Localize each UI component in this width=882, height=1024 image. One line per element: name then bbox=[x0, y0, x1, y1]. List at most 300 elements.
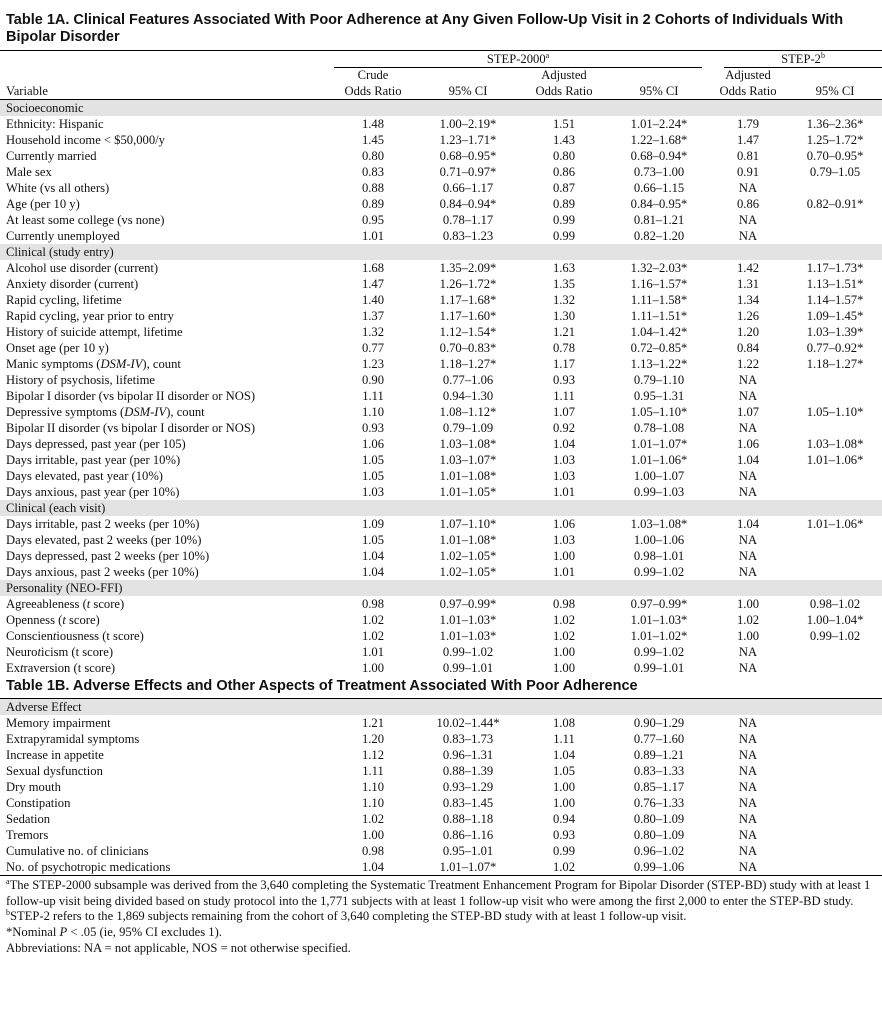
step2-adjusted-or-cell: 1.07 bbox=[737, 405, 760, 419]
group-step2-label: STEP-2 bbox=[781, 52, 821, 66]
step2-ci-cell: 0.99–1.02 bbox=[809, 629, 861, 643]
crude-or-cell: 1.09 bbox=[361, 517, 385, 531]
adjusted-or-cell: 1.02 bbox=[552, 860, 576, 874]
table-row bbox=[0, 564, 882, 580]
ci-cell: 0.80–1.09 bbox=[633, 828, 685, 842]
step2-ci-cell: 1.05–1.10* bbox=[806, 405, 864, 419]
ci-cell: 1.03–1.08* bbox=[439, 437, 497, 451]
ci-cell: 1.08–1.12* bbox=[439, 405, 497, 419]
variable-cell: Sexual dysfunction bbox=[6, 764, 103, 778]
crude-or-cell: 1.10 bbox=[361, 405, 385, 419]
ci-cell: 1.03–1.07* bbox=[439, 453, 497, 467]
adjusted-or-cell: 1.11 bbox=[553, 389, 575, 403]
step2-adjusted-or-cell: 1.00 bbox=[737, 629, 760, 643]
crude-or-cell: 1.40 bbox=[361, 293, 385, 307]
step2-adjusted-or-cell: NA bbox=[738, 421, 758, 435]
step2-adjusted-or-cell: NA bbox=[738, 469, 758, 483]
step2-ci-cell: 1.25–1.72* bbox=[806, 133, 864, 147]
table-row bbox=[0, 148, 882, 164]
step2-ci-cell bbox=[788, 228, 882, 244]
adjusted-or-cell: 1.01 bbox=[552, 565, 576, 579]
ci-cell: 0.82–1.20 bbox=[633, 229, 685, 243]
step2-adjusted-or-cell: 1.34 bbox=[737, 293, 760, 307]
crude-or-cell: 1.06 bbox=[361, 437, 385, 451]
crude-or-cell: 1.02 bbox=[361, 629, 385, 643]
adjusted-or-cell: 0.92 bbox=[552, 421, 576, 435]
step2-adjusted-or-cell: NA bbox=[738, 716, 758, 730]
variable-cell: Bipolar I disorder (vs bipolar II disorder or NOS) bbox=[6, 389, 256, 403]
table-row bbox=[0, 212, 882, 228]
step2-adjusted-or-cell: 1.02 bbox=[737, 613, 760, 627]
adjusted-or-cell: 1.35 bbox=[552, 277, 576, 291]
crude-or-cell: 0.89 bbox=[361, 197, 385, 211]
crude-or-cell: 1.21 bbox=[361, 716, 385, 730]
ci-cell: 1.01–1.06* bbox=[630, 453, 688, 467]
ci-cell: 0.97–0.99* bbox=[630, 597, 688, 611]
step2-adjusted-or-cell: NA bbox=[738, 780, 758, 794]
adjusted-or-cell: 0.80 bbox=[552, 149, 576, 163]
variable-cell: Currently unemployed bbox=[6, 229, 120, 243]
ci-cell: 1.11–1.51* bbox=[630, 309, 688, 323]
table-row bbox=[0, 660, 882, 676]
adjusted-or-cell: 0.78 bbox=[552, 341, 576, 355]
ci-cell: 0.99–1.06 bbox=[633, 860, 685, 874]
step2-adjusted-or-cell: NA bbox=[738, 844, 758, 858]
ci-cell: 1.00–2.19* bbox=[439, 117, 497, 131]
variable-cell: History of psychosis, lifetime bbox=[6, 373, 156, 387]
table-1b bbox=[0, 699, 882, 875]
table-1a bbox=[0, 51, 882, 676]
step2-ci-cell: 1.03–1.08* bbox=[806, 437, 864, 451]
step2-adjusted-or-cell: NA bbox=[738, 764, 758, 778]
ci-cell: 0.72–0.85* bbox=[630, 341, 688, 355]
column-header-adjusted-line2: Odds Ratio bbox=[719, 83, 777, 98]
table-row bbox=[0, 436, 882, 452]
table-row bbox=[0, 420, 882, 436]
section-header: Socioeconomic bbox=[0, 100, 882, 117]
adjusted-or-cell: 0.94 bbox=[552, 812, 576, 826]
column-header-crude-line1: Crude bbox=[357, 68, 389, 82]
footnote-a bbox=[6, 878, 876, 909]
section-header-row bbox=[0, 580, 882, 596]
ci-cell: 1.02–1.05* bbox=[439, 565, 497, 579]
adjusted-or-cell: 1.11 bbox=[553, 732, 575, 746]
step2-ci-cell: 0.77–0.92* bbox=[806, 341, 864, 355]
variable-cell: Alcohol use disorder (current) bbox=[6, 261, 159, 275]
step2-adjusted-or-cell: 1.00 bbox=[737, 597, 760, 611]
step2-adjusted-or-cell: NA bbox=[738, 565, 758, 579]
adjusted-or-cell: 0.99 bbox=[552, 844, 576, 858]
ci-cell: 0.99–1.03 bbox=[633, 485, 685, 499]
column-header-adjusted-line2: Odds Ratio bbox=[535, 83, 593, 98]
table-row bbox=[0, 747, 882, 763]
section-header: Adverse Effect bbox=[0, 699, 882, 715]
adjusted-or-cell: 1.06 bbox=[552, 517, 576, 531]
step2-ci-cell: 1.18–1.27* bbox=[806, 357, 864, 371]
ci-cell: 0.70–0.83* bbox=[439, 341, 497, 355]
footnote-b bbox=[6, 909, 876, 925]
footnote-b-mark: b bbox=[6, 908, 10, 918]
adjusted-or-cell: 1.02 bbox=[552, 613, 576, 627]
step2-ci-cell: 0.70–0.95* bbox=[806, 149, 864, 163]
adjusted-or-cell: 1.63 bbox=[552, 261, 576, 275]
ci-cell: 0.80–1.09 bbox=[633, 812, 685, 826]
step2-adjusted-or-cell: NA bbox=[738, 373, 758, 387]
step2-ci-cell bbox=[788, 180, 882, 196]
ci-cell: 0.83–1.73 bbox=[442, 732, 494, 746]
step2-adjusted-or-cell: 1.47 bbox=[737, 133, 760, 147]
step2-ci-cell bbox=[788, 372, 882, 388]
crude-or-cell: 1.45 bbox=[361, 133, 385, 147]
ci-cell: 0.96–1.31 bbox=[442, 748, 494, 762]
step2-adjusted-or-cell: NA bbox=[738, 533, 758, 547]
step2-ci-cell bbox=[788, 564, 882, 580]
variable-cell: Currently married bbox=[6, 149, 97, 163]
table-row bbox=[0, 763, 882, 779]
table-row bbox=[0, 404, 882, 420]
group-step2 bbox=[708, 51, 882, 68]
adjusted-or-cell: 1.00 bbox=[552, 661, 576, 675]
table-row bbox=[0, 180, 882, 196]
ci-cell: 0.89–1.21 bbox=[633, 748, 685, 762]
ci-cell: 0.68–0.94* bbox=[630, 149, 688, 163]
table-row bbox=[0, 468, 882, 484]
variable-cell: Days irritable, past year (per 10%) bbox=[6, 453, 181, 467]
crude-or-cell: 1.37 bbox=[361, 309, 385, 323]
step2-adjusted-or-cell: NA bbox=[738, 645, 758, 659]
step2-adjusted-or-cell: 1.42 bbox=[737, 261, 760, 275]
adjusted-or-cell: 1.03 bbox=[552, 533, 576, 547]
adjusted-or-cell: 0.93 bbox=[552, 828, 576, 842]
adjusted-or-cell: 0.99 bbox=[552, 213, 576, 227]
step2-adjusted-or-cell: NA bbox=[738, 732, 758, 746]
table-row bbox=[0, 843, 882, 859]
step2-adjusted-or-cell: NA bbox=[738, 213, 758, 227]
crude-or-cell: 1.10 bbox=[361, 796, 385, 810]
ci-cell: 0.99–1.02 bbox=[442, 645, 494, 659]
ci-cell: 0.83–1.23 bbox=[442, 229, 494, 243]
ci-cell: 0.78–1.08 bbox=[633, 421, 685, 435]
step2-adjusted-or-cell: NA bbox=[738, 796, 758, 810]
step2-ci-cell bbox=[788, 420, 882, 436]
table-row bbox=[0, 452, 882, 468]
crude-or-cell: 1.01 bbox=[361, 645, 385, 659]
variable-cell: Cumulative no. of clinicians bbox=[6, 844, 149, 858]
table-row bbox=[0, 308, 882, 324]
adjusted-or-cell: 0.86 bbox=[552, 165, 576, 179]
variable-cell: No. of psychotropic medications bbox=[6, 860, 171, 874]
crude-or-cell: 1.00 bbox=[361, 661, 385, 675]
ci-cell: 0.76–1.33 bbox=[633, 796, 685, 810]
crude-or-cell: 0.98 bbox=[361, 844, 385, 858]
ci-cell: 0.88–1.18 bbox=[442, 812, 494, 826]
ci-cell: 1.01–1.08* bbox=[439, 533, 497, 547]
table-row bbox=[0, 164, 882, 180]
step2-ci-cell bbox=[788, 532, 882, 548]
step2-adjusted-or-cell: NA bbox=[738, 181, 758, 195]
step2-adjusted-or-cell: 1.04 bbox=[737, 453, 760, 467]
table-row bbox=[0, 132, 882, 148]
column-header-ci-1: 95% CI bbox=[418, 68, 518, 100]
table-1b-title: Table 1B. Adverse Effects and Other Aspects of Treatment Associated With Poor Adherence bbox=[6, 678, 638, 694]
step2-adjusted-or-cell: 1.26 bbox=[737, 309, 760, 323]
variable-cell: Dry mouth bbox=[6, 780, 61, 794]
ci-cell: 1.01–1.07* bbox=[439, 860, 497, 874]
crude-or-cell: 1.10 bbox=[361, 780, 385, 794]
footnote-star-suffix: < .05 (ie, 95% CI excludes 1). bbox=[67, 925, 222, 940]
ci-cell: 1.23–1.71* bbox=[439, 133, 497, 147]
adjusted-or-cell: 1.04 bbox=[552, 437, 576, 451]
adjusted-or-cell: 1.21 bbox=[552, 325, 576, 339]
crude-or-cell: 0.88 bbox=[361, 181, 385, 195]
variable-cell: Agreeableness (t score) bbox=[6, 597, 125, 611]
step2-ci-cell: 1.01–1.06* bbox=[806, 453, 864, 467]
ci-cell: 1.32–2.03* bbox=[630, 261, 688, 275]
crude-or-cell: 1.04 bbox=[361, 565, 385, 579]
ci-cell: 0.98–1.01 bbox=[633, 549, 685, 563]
table-row bbox=[0, 292, 882, 308]
variable-cell: Bipolar II disorder (vs bipolar I disorder or NOS) bbox=[6, 421, 256, 435]
crude-or-cell: 1.23 bbox=[361, 357, 385, 371]
crude-or-cell: 1.11 bbox=[362, 389, 384, 403]
ci-cell: 0.90–1.29 bbox=[633, 716, 685, 730]
table-row bbox=[0, 596, 882, 612]
table-row bbox=[0, 372, 882, 388]
variable-cell: Ethnicity: Hispanic bbox=[6, 117, 104, 131]
ci-cell: 0.77–1.60 bbox=[633, 732, 685, 746]
section-header: Clinical (each visit) bbox=[0, 500, 882, 516]
step2-ci-cell: 0.82–0.91* bbox=[806, 197, 864, 211]
footnote-abbreviations: Abbreviations: NA = not applicable, NOS = not otherwise specified. bbox=[6, 940, 351, 955]
crude-or-cell: 1.05 bbox=[361, 453, 385, 467]
ci-cell: 0.78–1.17 bbox=[442, 213, 494, 227]
crude-or-cell: 1.47 bbox=[361, 277, 385, 291]
ci-cell: 1.01–1.03* bbox=[439, 613, 497, 627]
variable-cell: Days depressed, past year (per 105) bbox=[6, 437, 186, 451]
table-row bbox=[0, 260, 882, 276]
crude-or-cell: 1.11 bbox=[362, 764, 384, 778]
table-row bbox=[0, 779, 882, 795]
step2-ci-cell bbox=[788, 715, 882, 731]
ci-cell: 0.79–1.10 bbox=[633, 373, 685, 387]
variable-cell: At least some college (vs none) bbox=[6, 213, 165, 227]
column-header-ci-3: 95% CI bbox=[788, 68, 882, 100]
adjusted-or-cell: 1.00 bbox=[552, 796, 576, 810]
variable-cell: Male sex bbox=[6, 165, 52, 179]
variable-cell: Age (per 10 y) bbox=[6, 197, 80, 211]
variable-cell: Onset age (per 10 y) bbox=[6, 341, 109, 355]
crude-or-cell: 1.04 bbox=[361, 549, 385, 563]
table-1a-title bbox=[0, 12, 882, 46]
ci-cell: 0.66–1.15 bbox=[633, 181, 685, 195]
step2-ci-cell bbox=[788, 811, 882, 827]
step2-ci-cell: 1.13–1.51* bbox=[806, 277, 864, 291]
ci-cell: 1.01–1.07* bbox=[630, 437, 688, 451]
step2-adjusted-or-cell: NA bbox=[738, 661, 758, 675]
ci-cell: 1.01–1.05* bbox=[439, 485, 497, 499]
step2-ci-cell: 0.79–1.05 bbox=[809, 165, 861, 179]
step2-adjusted-or-cell: NA bbox=[738, 485, 758, 499]
table-row bbox=[0, 827, 882, 843]
step2-ci-cell: 1.01–1.06* bbox=[806, 517, 864, 531]
step2-ci-cell bbox=[788, 843, 882, 859]
adjusted-or-cell: 1.43 bbox=[552, 133, 576, 147]
table-row bbox=[0, 644, 882, 660]
adjusted-or-cell: 1.00 bbox=[552, 780, 576, 794]
ci-cell: 0.96–1.02 bbox=[633, 844, 685, 858]
adjusted-or-cell: 1.05 bbox=[552, 764, 576, 778]
step2-adjusted-or-cell: NA bbox=[738, 860, 758, 874]
variable-cell: Extraversion (t score) bbox=[6, 661, 116, 675]
crude-or-cell: 1.00 bbox=[361, 828, 385, 842]
section-header-row bbox=[0, 100, 882, 117]
variable-cell: History of suicide attempt, lifetime bbox=[6, 325, 183, 339]
crude-or-cell: 1.02 bbox=[361, 812, 385, 826]
ci-cell: 1.07–1.10* bbox=[439, 517, 497, 531]
step2-ci-cell: 1.09–1.45* bbox=[806, 309, 864, 323]
crude-or-cell: 0.77 bbox=[361, 341, 385, 355]
ci-cell: 1.02–1.05* bbox=[439, 549, 497, 563]
ci-cell: 0.86–1.16 bbox=[442, 828, 494, 842]
variable-cell: Days depressed, past 2 weeks (per 10%) bbox=[6, 549, 210, 563]
table-row bbox=[0, 532, 882, 548]
ci-cell: 1.17–1.60* bbox=[439, 309, 497, 323]
step2-adjusted-or-cell: NA bbox=[738, 828, 758, 842]
crude-or-cell: 1.68 bbox=[361, 261, 385, 275]
adjusted-or-cell: 0.93 bbox=[552, 373, 576, 387]
footnote-b-text: STEP-2 refers to the 1,869 subjects remaining from the cohort of 3,640 completing the STEP-BD study with at least 1 follow-up visit. bbox=[10, 909, 687, 924]
footnote-a-mark: a bbox=[6, 876, 10, 886]
table-row bbox=[0, 276, 882, 292]
step2-ci-cell bbox=[788, 795, 882, 811]
variable-cell: Neuroticism (t score) bbox=[6, 645, 114, 659]
step2-adjusted-or-cell: NA bbox=[738, 549, 758, 563]
crude-or-cell: 1.03 bbox=[361, 485, 385, 499]
variable-cell: Rapid cycling, year prior to entry bbox=[6, 309, 174, 323]
ci-cell: 0.83–1.33 bbox=[633, 764, 685, 778]
variable-cell: Tremors bbox=[6, 828, 49, 842]
ci-cell: 0.79–1.09 bbox=[442, 421, 494, 435]
adjusted-or-cell: 0.87 bbox=[552, 181, 576, 195]
ci-cell: 1.12–1.54* bbox=[439, 325, 497, 339]
adjusted-or-cell: 1.32 bbox=[552, 293, 576, 307]
ci-cell: 1.18–1.27* bbox=[439, 357, 497, 371]
group-step2000 bbox=[328, 51, 708, 68]
crude-or-cell: 0.83 bbox=[361, 165, 385, 179]
table-row bbox=[0, 811, 882, 827]
step2-ci-cell: 0.98–1.02 bbox=[809, 597, 861, 611]
column-header-variable: Variable bbox=[0, 68, 328, 100]
variable-cell: Openness (t score) bbox=[6, 613, 100, 627]
step2-adjusted-or-cell: NA bbox=[738, 229, 758, 243]
ci-cell: 0.66–1.17 bbox=[442, 181, 494, 195]
step2-adjusted-or-cell: 1.06 bbox=[737, 437, 760, 451]
step2-adjusted-or-cell: 1.04 bbox=[737, 517, 760, 531]
variable-cell: Conscientiousness (t score) bbox=[6, 629, 144, 643]
adjusted-or-cell: 1.07 bbox=[552, 405, 576, 419]
adjusted-or-cell: 1.02 bbox=[552, 629, 576, 643]
step2-adjusted-or-cell: NA bbox=[738, 748, 758, 762]
crude-or-cell: 1.01 bbox=[361, 229, 385, 243]
table-1a-body bbox=[0, 100, 882, 677]
table-1a-title-line2: Bipolar Disorder bbox=[6, 29, 120, 45]
ci-cell: 1.17–1.68* bbox=[439, 293, 497, 307]
variable-cell: Anxiety disorder (current) bbox=[6, 277, 139, 291]
ci-cell: 10.02–1.44* bbox=[436, 716, 500, 730]
ci-cell: 0.71–0.97* bbox=[439, 165, 497, 179]
column-group-header-row bbox=[0, 51, 882, 68]
step2-adjusted-or-cell: 1.31 bbox=[737, 277, 760, 291]
ci-cell: 1.00–1.06 bbox=[633, 533, 685, 547]
variable-cell: Days anxious, past year (per 10%) bbox=[6, 485, 180, 499]
ci-cell: 0.84–0.95* bbox=[630, 197, 688, 211]
variable-cell: Extrapyramidal symptoms bbox=[6, 732, 140, 746]
table-row bbox=[0, 628, 882, 644]
step2-ci-cell bbox=[788, 212, 882, 228]
step2-ci-cell bbox=[788, 731, 882, 747]
ci-cell: 1.01–2.24* bbox=[630, 117, 688, 131]
step2-adjusted-or-cell: 1.79 bbox=[737, 117, 760, 131]
variable-cell: Rapid cycling, lifetime bbox=[6, 293, 122, 307]
crude-or-cell: 1.32 bbox=[361, 325, 385, 339]
adjusted-or-cell: 1.51 bbox=[552, 117, 576, 131]
ci-cell: 1.04–1.42* bbox=[630, 325, 688, 339]
crude-or-cell: 1.20 bbox=[361, 732, 385, 746]
step2-adjusted-or-cell: 0.84 bbox=[737, 341, 760, 355]
table-row bbox=[0, 340, 882, 356]
ci-cell: 0.99–1.01 bbox=[633, 661, 685, 675]
group-step2000-footnote-mark: a bbox=[545, 50, 550, 60]
ci-cell: 1.01–1.03* bbox=[439, 629, 497, 643]
ci-cell: 0.77–1.06 bbox=[442, 373, 494, 387]
variable-cell: Days elevated, past year (10%) bbox=[6, 469, 164, 483]
variable-cell: Days irritable, past 2 weeks (per 10%) bbox=[6, 517, 200, 531]
step2-adjusted-or-cell: 0.91 bbox=[737, 165, 760, 179]
table-row bbox=[0, 388, 882, 404]
table-row bbox=[0, 715, 882, 731]
table-row bbox=[0, 228, 882, 244]
section-header: Personality (NEO-FFI) bbox=[0, 580, 882, 596]
ci-cell: 0.99–1.02 bbox=[633, 645, 685, 659]
column-header-crude-or bbox=[328, 68, 418, 100]
table-1a-title-line1: Table 1A. Clinical Features Associated With Poor Adherence at Any Given Follow-Up Visit in 2 Cohorts of Individuals With bbox=[6, 12, 844, 28]
ci-cell: 0.99–1.01 bbox=[442, 661, 494, 675]
table-1b-body bbox=[0, 699, 882, 875]
ci-cell: 0.97–0.99* bbox=[439, 597, 497, 611]
step2-ci-cell: 1.36–2.36* bbox=[806, 117, 864, 131]
variable-cell: Household income < $50,000/y bbox=[6, 133, 165, 147]
column-header-crude-line2: Odds Ratio bbox=[344, 83, 402, 98]
ci-cell: 1.16–1.57* bbox=[630, 277, 688, 291]
step2-adjusted-or-cell: 1.20 bbox=[737, 325, 760, 339]
table-row bbox=[0, 795, 882, 811]
column-header-adjusted-line1: Adjusted bbox=[541, 68, 587, 82]
step2-ci-cell: 1.03–1.39* bbox=[806, 325, 864, 339]
ci-cell: 0.94–1.30 bbox=[442, 389, 494, 403]
column-header-ci-2: 95% CI bbox=[610, 68, 708, 100]
variable-cell: Sedation bbox=[6, 812, 51, 826]
adjusted-or-cell: 1.00 bbox=[552, 549, 576, 563]
variable-cell: Days anxious, past 2 weeks (per 10%) bbox=[6, 565, 199, 579]
crude-or-cell: 0.90 bbox=[361, 373, 385, 387]
step2-ci-cell bbox=[788, 660, 882, 676]
ci-cell: 1.00–1.07 bbox=[633, 469, 685, 483]
step2-adjusted-or-cell: 0.81 bbox=[737, 149, 760, 163]
variable-cell: Increase in appetite bbox=[6, 748, 104, 762]
step2-ci-cell bbox=[788, 827, 882, 843]
step2-adjusted-or-cell: NA bbox=[738, 812, 758, 826]
variable-cell: White (vs all others) bbox=[6, 181, 110, 195]
